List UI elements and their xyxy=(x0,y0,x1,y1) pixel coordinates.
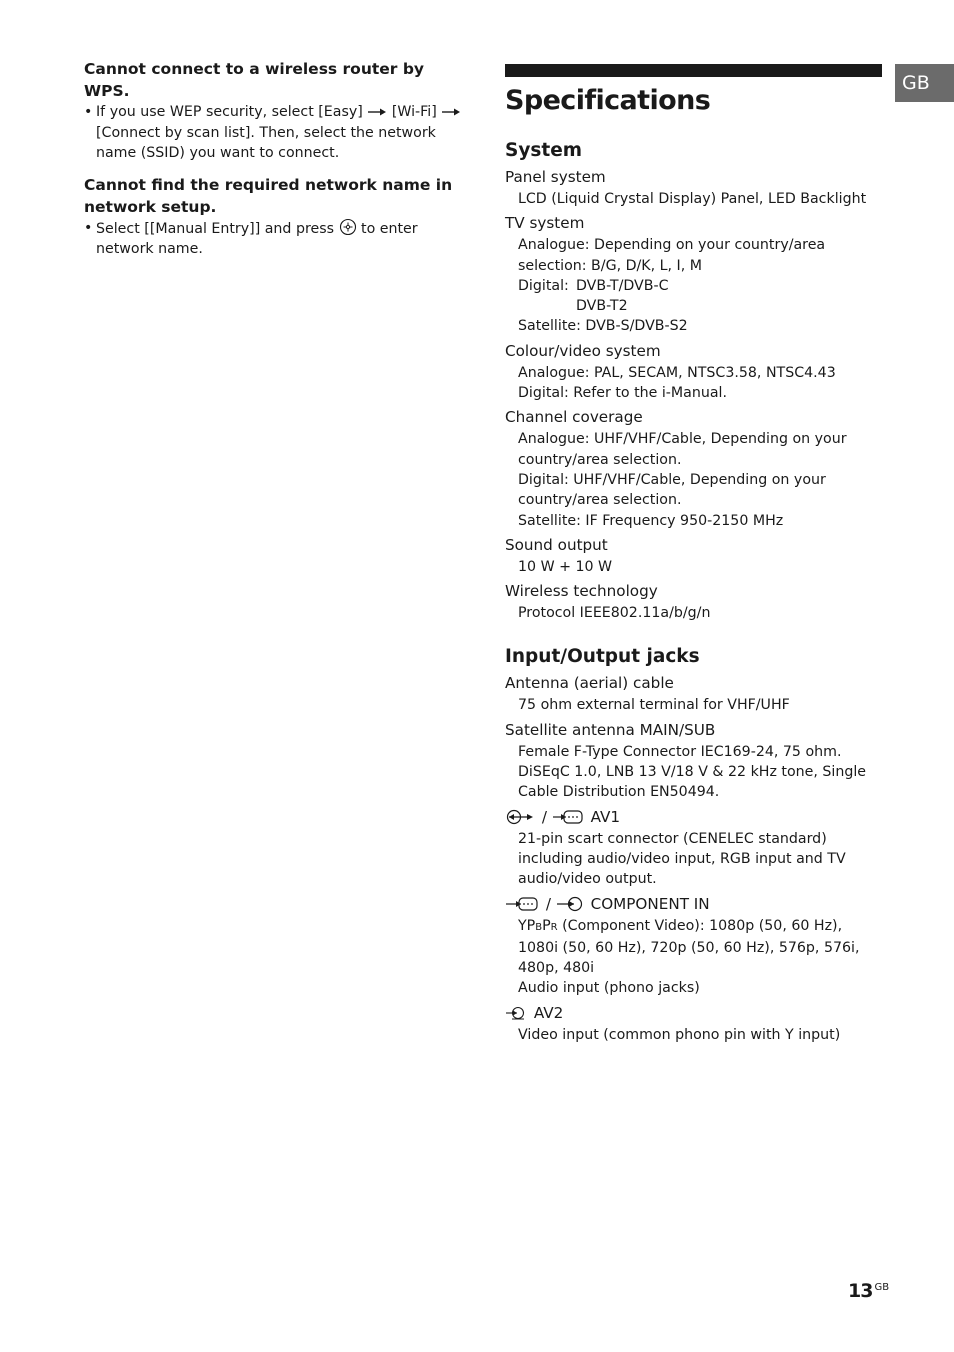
specifications-column xyxy=(505,64,883,1045)
spacer xyxy=(518,296,576,316)
input-output-arrow-icon xyxy=(505,809,535,825)
bullet-dot: • xyxy=(84,104,93,120)
spec-label: TV system xyxy=(505,214,585,233)
spec-label-av1 xyxy=(505,806,883,829)
spec-label: Channel coverage xyxy=(505,408,643,427)
spec-label: Panel system xyxy=(505,168,606,186)
spec-value-part: DVB-T/DVB-C xyxy=(576,277,669,294)
spec-value-part: DVB-T2 xyxy=(576,298,628,315)
spec-label-separator: / xyxy=(545,894,551,913)
page-number-value: 13 xyxy=(848,1280,873,1302)
spec-value: Digital: Refer to the i-Manual. xyxy=(518,385,727,402)
spec-value: Video input (common phono pin with Y input) xyxy=(518,1026,841,1043)
component-value-rest: (Component Video): 1080p (50, 60 Hz), 1080i (50, 60 Hz), 720p (50, 60 Hz), 576p, 576i, 480p, 480i xyxy=(518,917,860,977)
bullet-dot: • xyxy=(84,219,93,236)
spec-value: 21-pin scart connector (CENELEC standard) including audio/video input, RGB input and TV audio/video output. xyxy=(518,830,846,888)
spec-tv-system xyxy=(505,212,883,336)
spec-label-text: AV2 xyxy=(533,1003,564,1022)
spec-value-digital xyxy=(505,276,883,296)
spec-component-in xyxy=(505,893,883,999)
ypbpr-b: B xyxy=(535,921,543,933)
ypbpr-p: P xyxy=(542,917,551,934)
language-tab: GB xyxy=(895,64,954,102)
video-input-icon xyxy=(505,1005,527,1021)
spec-wireless-technology xyxy=(505,580,883,623)
spec-value: Digital: UHF/VHF/Cable, Depending on your country/area selection. xyxy=(518,471,826,509)
spec-label: Antenna (aerial) cable xyxy=(505,674,674,693)
enter-button-icon xyxy=(339,218,357,236)
spec-sound-output xyxy=(505,534,883,577)
ypbpr-y: YP xyxy=(518,917,536,934)
page-number-suffix: GB xyxy=(874,1282,890,1293)
arrow-right-icon xyxy=(441,107,461,117)
spec-label-av2 xyxy=(505,1002,883,1025)
bullet-text-3: [Connect by scan list]. Then, select the network name (SSID) you want to connect. xyxy=(96,124,436,161)
spec-antenna-cable xyxy=(505,672,883,715)
spec-colour-video-system xyxy=(505,340,883,404)
spec-label: Wireless technology xyxy=(505,582,658,601)
spec-value: LCD (Liquid Crystal Display) Panel, LED Backlight xyxy=(518,191,867,207)
spec-label-component xyxy=(505,893,883,916)
arrow-right-icon xyxy=(367,107,387,117)
spec-value-component-video xyxy=(505,916,883,979)
spec-label-text: AV1 xyxy=(590,807,621,826)
troubleshooting-column xyxy=(84,58,464,260)
spec-satellite-antenna xyxy=(505,719,883,803)
spec-label: Colour/video system xyxy=(505,341,661,360)
spec-value: Satellite: DVB-S/DVB-S2 xyxy=(518,318,688,335)
spec-value: 10 W + 10 W xyxy=(518,558,613,575)
spec-value: Analogue: UHF/VHF/Cable, Depending on your country/area selection. xyxy=(518,431,847,468)
page-number xyxy=(848,1280,889,1302)
spec-value-digital-2 xyxy=(505,296,883,316)
bullet-text-2: [Wi-Fi] xyxy=(391,104,437,120)
troubleshooting-heading-wps: Cannot connect to a wireless router by WPS. xyxy=(84,60,425,100)
spec-value: Audio input (phono jacks) xyxy=(518,980,700,997)
bullet-item xyxy=(84,102,464,164)
spec-av2 xyxy=(505,1002,883,1045)
spec-value: DiSEqC 1.0, LNB 13 V/18 V & 22 kHz tone, Single Cable Distribution EN50494. xyxy=(518,764,867,801)
spec-av1 xyxy=(505,806,883,890)
spec-value: Satellite: IF Frequency 950-2150 MHz xyxy=(518,512,784,529)
spec-label-separator: / xyxy=(541,807,547,826)
title-rule-bar xyxy=(505,64,882,77)
spec-value: Protocol IEEE802.11a/b/g/n xyxy=(518,605,711,622)
spec-label-text: COMPONENT IN xyxy=(590,894,710,913)
spec-value: Analogue: PAL, SECAM, NTSC3.58, NTSC4.43 xyxy=(518,364,836,381)
page-title: Specifications xyxy=(505,85,711,116)
spec-key: Digital: xyxy=(518,277,569,294)
section-title-io-jacks: Input/Output jacks xyxy=(505,646,700,668)
spec-label: Sound output xyxy=(505,535,608,554)
spec-value: 75 ohm external terminal for VHF/UHF xyxy=(518,697,790,714)
bullet-text-1: If you use WEP security, select [Easy] xyxy=(96,104,363,120)
input-arrow-icon xyxy=(556,896,584,912)
bullet-text-before: Select [[Manual Entry]] and press xyxy=(96,220,334,237)
section-title-system: System xyxy=(505,140,583,161)
spec-panel-system xyxy=(505,166,883,209)
troubleshooting-heading-network-name: Cannot find the required network name in network setup. xyxy=(84,175,453,216)
spec-label: Satellite antenna MAIN/SUB xyxy=(505,720,716,739)
component-connector-icon xyxy=(505,896,539,912)
ypbpr-r: R xyxy=(550,921,558,933)
bullet-item xyxy=(84,218,464,260)
spec-channel-coverage xyxy=(505,406,883,530)
bullet-text-after: to enter network name. xyxy=(96,220,418,257)
spec-value: Female F-Type Connector IEC169-24, 75 ohm. xyxy=(518,743,842,760)
spec-value: Analogue: Depending on your country/area selection: B/G, D/K, L, I, M xyxy=(518,237,826,274)
output-connector-icon xyxy=(552,809,584,825)
